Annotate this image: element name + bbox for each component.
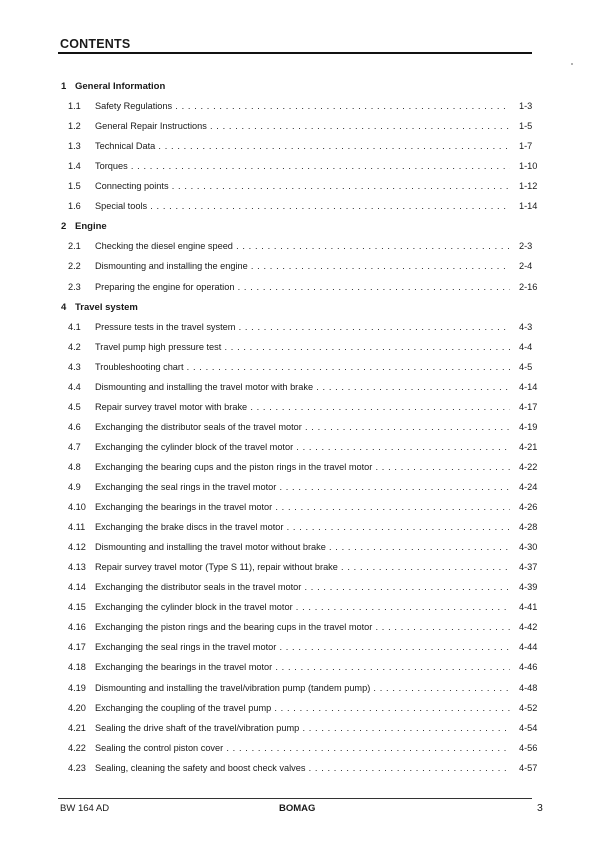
toc-entry[interactable] (68, 402, 538, 416)
section-heading (61, 302, 138, 313)
entry-title: Safety Regulations . . . (95, 101, 510, 111)
section-title: Travel system (75, 301, 138, 313)
entry-page: 2-4 (519, 261, 533, 272)
entry-number: 4.3 (68, 361, 81, 372)
entry-page: 4-19 (519, 421, 538, 432)
entry-title: Exchanging the distributor seals of the travel motor . . . (95, 422, 510, 432)
entry-title: Sealing the drive shaft of the travel/vibration pump . . . (95, 723, 510, 733)
toc-entry[interactable] (68, 161, 538, 175)
entry-page: 4-17 (519, 401, 538, 412)
entry-page: 4-39 (519, 582, 538, 593)
page-title: CONTENTS (60, 37, 131, 51)
toc-entry[interactable] (68, 703, 538, 717)
toc-entry[interactable] (68, 522, 538, 536)
entry-number: 4.12 (68, 542, 86, 553)
entry-page: 1-14 (519, 201, 538, 212)
entry-title: Preparing the engine for operation . . . (95, 282, 510, 292)
entry-title: Dismounting and installing the engine . . . (95, 261, 510, 271)
section-heading (61, 221, 107, 232)
toc-entry[interactable] (68, 141, 538, 155)
entry-number: 1.1 (68, 101, 81, 112)
entry-title: Exchanging the bearing cups and the piston rings in the travel motor . . . (95, 462, 510, 472)
toc-entry[interactable] (68, 582, 538, 596)
entry-number: 4.11 (68, 522, 86, 533)
toc-entry[interactable] (68, 101, 538, 115)
entry-page: 4-56 (519, 742, 538, 753)
entry-page: 2-16 (519, 281, 538, 292)
entry-page: 4-57 (519, 762, 538, 773)
toc-entry[interactable] (68, 642, 538, 656)
entry-title: Checking the diesel engine speed . . . (95, 241, 510, 251)
entry-title: Exchanging the brake discs in the travel motor . . . (95, 522, 510, 532)
footer-rule (58, 798, 532, 799)
entry-number: 4.14 (68, 582, 86, 593)
toc-entry[interactable] (68, 622, 538, 636)
entry-title: Exchanging the piston rings and the bearing cups in the travel motor . . . (95, 622, 510, 632)
footer-page-number: 3 (537, 802, 543, 814)
toc-entry[interactable] (68, 542, 538, 556)
entry-page: 1-3 (519, 101, 533, 112)
entry-page: 1-12 (519, 181, 538, 192)
entry-title: Pressure tests in the travel system . . . (95, 322, 510, 332)
section-number: 4 (61, 301, 67, 313)
toc-entry[interactable] (68, 181, 538, 195)
entry-page: 4-30 (519, 542, 538, 553)
entry-number: 4.22 (68, 742, 86, 753)
toc-entry[interactable] (68, 201, 538, 215)
entry-page: 4-21 (519, 441, 538, 452)
entry-title: Exchanging the distributor seals in the travel motor . . . (95, 582, 510, 592)
entry-title: Sealing the control piston cover . . . (95, 743, 510, 753)
entry-page: 4-42 (519, 622, 538, 633)
entry-page: 4-48 (519, 682, 538, 693)
entry-page: 4-46 (519, 662, 538, 673)
toc-entry[interactable] (68, 502, 538, 516)
entry-number: 4.13 (68, 562, 86, 573)
entry-number: 1.6 (68, 201, 81, 212)
section-number: 1 (61, 81, 67, 92)
toc-entry[interactable] (68, 121, 538, 135)
entry-title: Special tools . . . (95, 201, 510, 211)
entry-title: Connecting points . . . (95, 181, 510, 191)
toc-entry[interactable] (68, 662, 538, 676)
toc-entry[interactable] (68, 482, 538, 496)
entry-title: Dismounting and installing the travel/vibration pump (tandem pump) . . . (95, 683, 510, 693)
entry-title: Torques . . . (95, 161, 510, 171)
entry-number: 4.4 (68, 381, 81, 392)
entry-title: Dismounting and installing the travel motor with brake . . . (95, 382, 510, 392)
entry-page: 4-26 (519, 502, 538, 513)
section-title: General Information (75, 81, 166, 92)
entry-number: 4.6 (68, 421, 81, 432)
entry-number: 4.18 (68, 662, 86, 673)
entry-page: 2-3 (519, 241, 533, 252)
entry-number: 4.2 (68, 341, 81, 352)
toc-entry[interactable] (68, 362, 538, 376)
entry-number: 1.3 (68, 141, 81, 152)
entry-title: Repair survey travel motor with brake . . . (95, 402, 510, 412)
toc-entry[interactable] (68, 382, 538, 396)
entry-page: 1-7 (519, 141, 533, 152)
entry-title: Exchanging the seal rings in the travel motor . . . (95, 482, 510, 492)
entry-number: 4.10 (68, 502, 86, 513)
toc-entry[interactable] (68, 282, 538, 296)
toc-entry[interactable] (68, 442, 538, 456)
entry-number: 4.8 (68, 461, 81, 472)
entry-number: 4.17 (68, 642, 86, 653)
toc-entry[interactable] (68, 342, 538, 356)
entry-title: Exchanging the cylinder block in the travel motor . . . (95, 602, 510, 612)
toc-entry[interactable] (68, 241, 538, 255)
entry-page: 4-54 (519, 722, 538, 733)
entry-number: 4.19 (68, 682, 86, 693)
toc-entry[interactable] (68, 763, 538, 777)
entry-number: 4.1 (68, 321, 81, 332)
entry-page: 4-52 (519, 702, 538, 713)
entry-number: 1.4 (68, 161, 81, 172)
entry-page: 4-41 (519, 602, 538, 613)
footer-model: BW 164 AD (60, 803, 110, 814)
entry-page: 4-28 (519, 522, 538, 533)
toc-entry[interactable] (68, 683, 538, 697)
toc-entry[interactable] (68, 322, 538, 336)
entry-title: Exchanging the coupling of the travel pump . . . (95, 703, 510, 713)
entry-number: 4.21 (68, 722, 86, 733)
toc-entry[interactable] (68, 562, 538, 576)
entry-page: 4-5 (519, 361, 533, 372)
entry-number: 4.5 (68, 401, 81, 412)
entry-number: 4.7 (68, 441, 81, 452)
entry-number: 4.23 (68, 762, 86, 773)
entry-number: 1.5 (68, 181, 81, 192)
entry-title: General Repair Instructions . . . (95, 121, 510, 131)
entry-title: Troubleshooting chart . . . (95, 362, 510, 372)
entry-number: 4.16 (68, 622, 86, 633)
entry-number: 2.2 (68, 261, 81, 272)
entry-page: 1-5 (519, 121, 533, 132)
entry-page: 4-3 (519, 321, 533, 332)
entry-page: 4-4 (519, 341, 533, 352)
entry-number: 4.15 (68, 602, 86, 613)
entry-page: 4-37 (519, 562, 538, 573)
entry-page: 4-24 (519, 482, 538, 492)
entry-title: Exchanging the cylinder block of the travel motor . . . (95, 442, 510, 452)
toc-entry[interactable] (68, 723, 538, 737)
entry-title: Sealing, cleaning the safety and boost check valves . . . (95, 763, 510, 773)
toc-entry[interactable] (68, 462, 538, 476)
entry-number: 2.1 (68, 241, 81, 252)
toc-entry[interactable] (68, 261, 538, 275)
section-number: 2 (61, 221, 67, 233)
entry-page: 1-10 (519, 161, 538, 172)
entry-title: Exchanging the seal rings in the travel motor . . . (95, 642, 510, 652)
toc-entry[interactable] (68, 743, 538, 757)
entry-number: 4.20 (68, 702, 86, 713)
toc-entry[interactable] (68, 422, 538, 436)
section-title: Engine (75, 221, 107, 233)
entry-page: 4-14 (519, 381, 538, 392)
entry-number: 1.2 (68, 121, 81, 132)
toc-entry[interactable] (68, 602, 538, 616)
entry-number: 4.9 (68, 482, 81, 492)
entry-title: Technical Data . . . (95, 141, 510, 151)
entry-title: Exchanging the bearings in the travel motor . . . (95, 662, 510, 672)
entry-title: Dismounting and installing the travel motor without brake . . . (95, 542, 510, 552)
entry-page: 4-44 (519, 642, 538, 653)
entry-title: Repair survey travel motor (Type S 11), repair without brake . . . (95, 562, 510, 572)
entry-number: 2.3 (68, 281, 81, 292)
entry-page: 4-22 (519, 461, 538, 472)
entry-title: Travel pump high pressure test . . . (95, 342, 510, 352)
footer-brand: BOMAG (279, 803, 316, 814)
entry-title: Exchanging the bearings in the travel motor . . . (95, 502, 510, 512)
section-heading (61, 81, 165, 92)
